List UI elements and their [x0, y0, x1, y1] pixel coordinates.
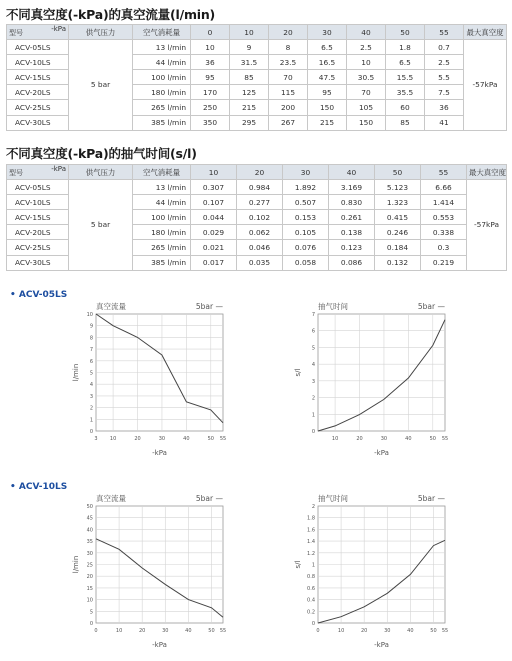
plot-frame: [318, 314, 445, 431]
model-cell: ACV-05LS: [7, 40, 69, 55]
vacuum-column-header: 20: [269, 25, 308, 40]
value-cell: 0.123: [329, 240, 375, 255]
x-tick-label: 0: [94, 628, 98, 634]
value-cell: 0.553: [421, 210, 467, 225]
y-axis-label: s/l: [294, 560, 302, 569]
value-cell: 215: [230, 100, 269, 115]
x-tick-label: 50: [208, 628, 215, 634]
chart-acv05-vacuum-flow: [70, 298, 240, 468]
value-cell: 9: [230, 40, 269, 55]
air-consumption-header: 空气消耗量: [133, 165, 191, 180]
vacuum-column-header: 50: [386, 25, 425, 40]
value-cell: 1.8: [386, 40, 425, 55]
value-cell: 0.044: [191, 210, 237, 225]
table2-title: 不同真空度(-kPa)的抽气时间(s/l): [6, 146, 197, 161]
value-cell: 30.5: [347, 70, 386, 85]
air-consumption-cell: 100 l/min: [133, 210, 191, 225]
y-tick-label: 5: [311, 345, 315, 352]
chart-acv05-evacuation-time: [292, 298, 462, 468]
value-cell: 85: [230, 70, 269, 85]
y-axis-label: s/l: [294, 368, 302, 377]
value-cell: 0.219: [421, 255, 467, 270]
model-kpa-header: [7, 165, 69, 180]
value-cell: 41: [425, 115, 464, 130]
vacuum-column-header: 55: [425, 25, 464, 40]
y-tick-label: 1.4: [307, 539, 315, 546]
y-tick-label: 2: [89, 405, 93, 412]
vacuum-column-header: 50: [375, 165, 421, 180]
value-cell: 0.029: [191, 225, 237, 240]
x-tick-label: 20: [356, 436, 363, 442]
value-cell: 16.5: [308, 55, 347, 70]
vacuum-column-header: 30: [283, 165, 329, 180]
y-tick-label: 50: [86, 504, 93, 510]
supply-pressure-header: 供气压力: [69, 25, 133, 40]
y-tick-label: 7: [311, 312, 315, 318]
y-tick-label: 1.8: [307, 515, 315, 522]
value-cell: 0.184: [375, 240, 421, 255]
x-tick-label: 55: [219, 628, 227, 634]
model-cell: ACV-25LS: [7, 100, 69, 115]
value-cell: 70: [269, 70, 308, 85]
section-label-acv-10ls: • ACV-10LS: [10, 482, 68, 492]
table-row: [7, 180, 507, 195]
max-vacuum-cell: -57kPa: [467, 180, 507, 271]
value-cell: 8: [269, 40, 308, 55]
header-row: [7, 165, 507, 180]
x-tick-label: 55: [441, 628, 449, 634]
value-cell: 10: [347, 55, 386, 70]
value-cell: 0.7: [425, 40, 464, 55]
value-cell: 36: [425, 100, 464, 115]
y-tick-label: 0: [89, 621, 93, 627]
x-axis-label: -kPa: [152, 449, 167, 457]
air-consumption-cell: 100 l/min: [133, 70, 191, 85]
air-consumption-cell: 44 l/min: [133, 195, 191, 210]
x-tick-label: 10: [109, 436, 117, 442]
chart-legend: 5bar —: [417, 302, 445, 311]
air-consumption-cell: 385 l/min: [133, 115, 191, 130]
y-tick-label: 3: [311, 378, 315, 385]
y-tick-label: 1.6: [307, 527, 315, 534]
x-tick-label: 3: [94, 436, 98, 442]
value-cell: 0.246: [375, 225, 421, 240]
y-tick-label: 4: [89, 382, 93, 389]
table1-title: 不同真空度(-kPa)的真空流量(l/min): [6, 7, 216, 22]
value-cell: 1.323: [375, 195, 421, 210]
x-tick-label: 40: [183, 436, 190, 442]
value-cell: 10: [191, 40, 230, 55]
air-consumption-header: 空气消耗量: [133, 25, 191, 40]
value-cell: 150: [308, 100, 347, 115]
value-cell: 0.076: [283, 240, 329, 255]
value-cell: 36: [191, 55, 230, 70]
y-tick-label: 5: [89, 370, 93, 377]
y-tick-label: 10: [86, 597, 93, 604]
y-tick-label: 4: [311, 362, 315, 369]
value-cell: 70: [347, 85, 386, 100]
series-line: [96, 314, 223, 423]
x-axis-label: -kPa: [374, 449, 389, 457]
air-consumption-cell: 13 l/min: [133, 180, 191, 195]
value-cell: 0.021: [191, 240, 237, 255]
model-cell: ACV-30LS: [7, 255, 69, 270]
x-tick-label: 10: [115, 628, 123, 634]
vacuum-column-header: 55: [421, 165, 467, 180]
y-tick-label: 2: [311, 504, 315, 510]
x-tick-label: 50: [429, 436, 436, 442]
y-tick-label: 5: [89, 609, 93, 616]
value-cell: 0.107: [191, 195, 237, 210]
value-cell: 15.5: [386, 70, 425, 85]
y-tick-label: 30: [86, 550, 93, 557]
chart-acv10-evacuation-time: [292, 490, 462, 660]
value-cell: 6.66: [421, 180, 467, 195]
air-consumption-cell: 385 l/min: [133, 255, 191, 270]
max-vacuum-header: 最大真空度: [467, 165, 507, 180]
x-tick-label: 20: [360, 628, 368, 634]
y-tick-label: 0: [89, 429, 93, 435]
series-line: [96, 539, 223, 617]
y-tick-label: 20: [86, 574, 93, 581]
x-tick-label: 50: [430, 628, 437, 634]
value-cell: 3.169: [329, 180, 375, 195]
value-cell: 0.830: [329, 195, 375, 210]
value-cell: 0.017: [191, 255, 237, 270]
vacuum-column-header: 10: [230, 25, 269, 40]
value-cell: 0.058: [283, 255, 329, 270]
y-tick-label: 45: [86, 515, 93, 522]
y-tick-label: 1: [311, 412, 315, 419]
value-cell: 6.5: [386, 55, 425, 70]
value-cell: 47.5: [308, 70, 347, 85]
x-tick-label: 40: [185, 628, 192, 634]
chart-title: 真空流量: [96, 494, 126, 503]
y-tick-label: 3: [89, 393, 93, 400]
value-cell: 35.5: [386, 85, 425, 100]
value-cell: 0.507: [283, 195, 329, 210]
value-cell: 350: [191, 115, 230, 130]
x-tick-label: 40: [405, 436, 412, 442]
air-consumption-cell: 13 l/min: [133, 40, 191, 55]
value-cell: 60: [386, 100, 425, 115]
model-cell: ACV-05LS: [7, 180, 69, 195]
value-cell: 150: [347, 115, 386, 130]
value-cell: 0.415: [375, 210, 421, 225]
x-tick-label: 20: [138, 628, 146, 634]
y-axis-label: l/min: [72, 555, 80, 574]
model-kpa-header: [7, 25, 69, 40]
value-cell: 0.062: [237, 225, 283, 240]
air-consumption-cell: 180 l/min: [133, 85, 191, 100]
air-consumption-cell: 44 l/min: [133, 55, 191, 70]
model-header: 型号: [9, 29, 23, 38]
vacuum-column-header: 0: [191, 25, 230, 40]
y-tick-label: 25: [86, 562, 93, 569]
value-cell: 0.984: [237, 180, 283, 195]
y-tick-label: 10: [86, 312, 93, 318]
y-tick-label: 0.8: [307, 574, 315, 581]
x-axis-label: -kPa: [152, 641, 167, 649]
value-cell: 0.307: [191, 180, 237, 195]
value-cell: 115: [269, 85, 308, 100]
value-cell: 125: [230, 85, 269, 100]
value-cell: 23.5: [269, 55, 308, 70]
value-cell: 31.5: [230, 55, 269, 70]
value-cell: 0.102: [237, 210, 283, 225]
chart-legend: 5bar —: [195, 494, 223, 503]
x-tick-label: 10: [337, 628, 345, 634]
model-cell: ACV-20LS: [7, 85, 69, 100]
vacuum-flow-table: [6, 24, 507, 131]
value-cell: 170: [191, 85, 230, 100]
y-tick-label: 15: [86, 585, 93, 592]
model-cell: ACV-20LS: [7, 225, 69, 240]
model-header: 型号: [9, 169, 23, 178]
y-tick-label: 40: [86, 527, 93, 534]
value-cell: 6.5: [308, 40, 347, 55]
value-cell: 2.5: [425, 55, 464, 70]
model-cell: ACV-30LS: [7, 115, 69, 130]
model-cell: ACV-10LS: [7, 195, 69, 210]
value-cell: 5.5: [425, 70, 464, 85]
x-axis-label: -kPa: [374, 641, 389, 649]
value-cell: 215: [308, 115, 347, 130]
value-cell: 0.277: [237, 195, 283, 210]
value-cell: 1.414: [421, 195, 467, 210]
y-tick-label: 1.2: [307, 550, 315, 557]
value-cell: 0.261: [329, 210, 375, 225]
max-vacuum-cell: -57kPa: [464, 40, 507, 131]
chart-acv10-vacuum-flow: [70, 490, 240, 660]
x-tick-label: 0: [316, 628, 320, 634]
model-cell: ACV-25LS: [7, 240, 69, 255]
chart-legend: 5bar —: [417, 494, 445, 503]
x-tick-label: 50: [207, 436, 214, 442]
value-cell: 2.5: [347, 40, 386, 55]
vacuum-column-header: 40: [347, 25, 386, 40]
y-tick-label: 0: [311, 429, 315, 435]
model-cell: ACV-15LS: [7, 70, 69, 85]
x-tick-label: 10: [331, 436, 339, 442]
value-cell: 7.5: [425, 85, 464, 100]
vacuum-column-header: 30: [308, 25, 347, 40]
model-cell: ACV-10LS: [7, 55, 69, 70]
y-tick-label: 6: [89, 358, 93, 365]
y-tick-label: 7: [89, 347, 93, 354]
air-consumption-cell: 180 l/min: [133, 225, 191, 240]
value-cell: 0.3: [421, 240, 467, 255]
y-tick-label: 0: [311, 621, 315, 627]
header-row: [7, 25, 507, 40]
value-cell: 0.338: [421, 225, 467, 240]
value-cell: 0.035: [237, 255, 283, 270]
y-tick-label: 0.6: [307, 585, 315, 592]
x-tick-label: 30: [384, 628, 391, 634]
value-cell: 105: [347, 100, 386, 115]
y-tick-label: 1: [89, 417, 93, 424]
vacuum-column-header: 20: [237, 165, 283, 180]
value-cell: 95: [191, 70, 230, 85]
y-tick-label: 9: [89, 323, 93, 330]
supply-pressure-header: 供气压力: [69, 165, 133, 180]
vacuum-column-header: 40: [329, 165, 375, 180]
model-cell: ACV-15LS: [7, 210, 69, 225]
x-tick-label: 30: [380, 436, 388, 442]
value-cell: 95: [308, 85, 347, 100]
max-vacuum-header: 最大真空度: [464, 25, 507, 40]
value-cell: 0.132: [375, 255, 421, 270]
value-cell: 85: [386, 115, 425, 130]
y-axis-label: l/min: [72, 363, 80, 382]
value-cell: 0.138: [329, 225, 375, 240]
kpa-header: -kPa: [51, 165, 66, 173]
value-cell: 0.046: [237, 240, 283, 255]
chart-title: 真空流量: [96, 302, 126, 311]
chart-title: 抽气时间: [318, 494, 348, 503]
x-tick-label: 55: [219, 436, 227, 442]
evacuation-time-table: [6, 164, 507, 271]
y-tick-label: 1: [311, 562, 315, 569]
value-cell: 200: [269, 100, 308, 115]
value-cell: 250: [191, 100, 230, 115]
chart-title: 抽气时间: [318, 302, 348, 311]
supply-pressure-cell: 5 bar: [69, 180, 133, 271]
y-tick-label: 0.2: [307, 609, 315, 616]
y-tick-label: 6: [311, 328, 315, 335]
value-cell: 267: [269, 115, 308, 130]
x-tick-label: 30: [158, 436, 166, 442]
kpa-header: -kPa: [51, 25, 66, 33]
section-label-acv-05ls: • ACV-05LS: [10, 290, 68, 300]
chart-legend: 5bar —: [195, 302, 223, 311]
value-cell: 1.892: [283, 180, 329, 195]
y-tick-label: 2: [311, 395, 315, 402]
air-consumption-cell: 265 l/min: [133, 240, 191, 255]
value-cell: 5.123: [375, 180, 421, 195]
x-tick-label: 30: [162, 628, 169, 634]
y-tick-label: 35: [86, 539, 93, 546]
value-cell: 0.153: [283, 210, 329, 225]
supply-pressure-cell: 5 bar: [69, 40, 133, 131]
x-tick-label: 20: [134, 436, 141, 442]
value-cell: 0.086: [329, 255, 375, 270]
value-cell: 0.105: [283, 225, 329, 240]
y-tick-label: 0.4: [307, 597, 315, 604]
x-tick-label: 55: [441, 436, 449, 442]
air-consumption-cell: 265 l/min: [133, 100, 191, 115]
vacuum-column-header: 10: [191, 165, 237, 180]
y-tick-label: 8: [89, 335, 93, 342]
value-cell: 295: [230, 115, 269, 130]
x-tick-label: 40: [407, 628, 414, 634]
table-row: [7, 40, 507, 55]
